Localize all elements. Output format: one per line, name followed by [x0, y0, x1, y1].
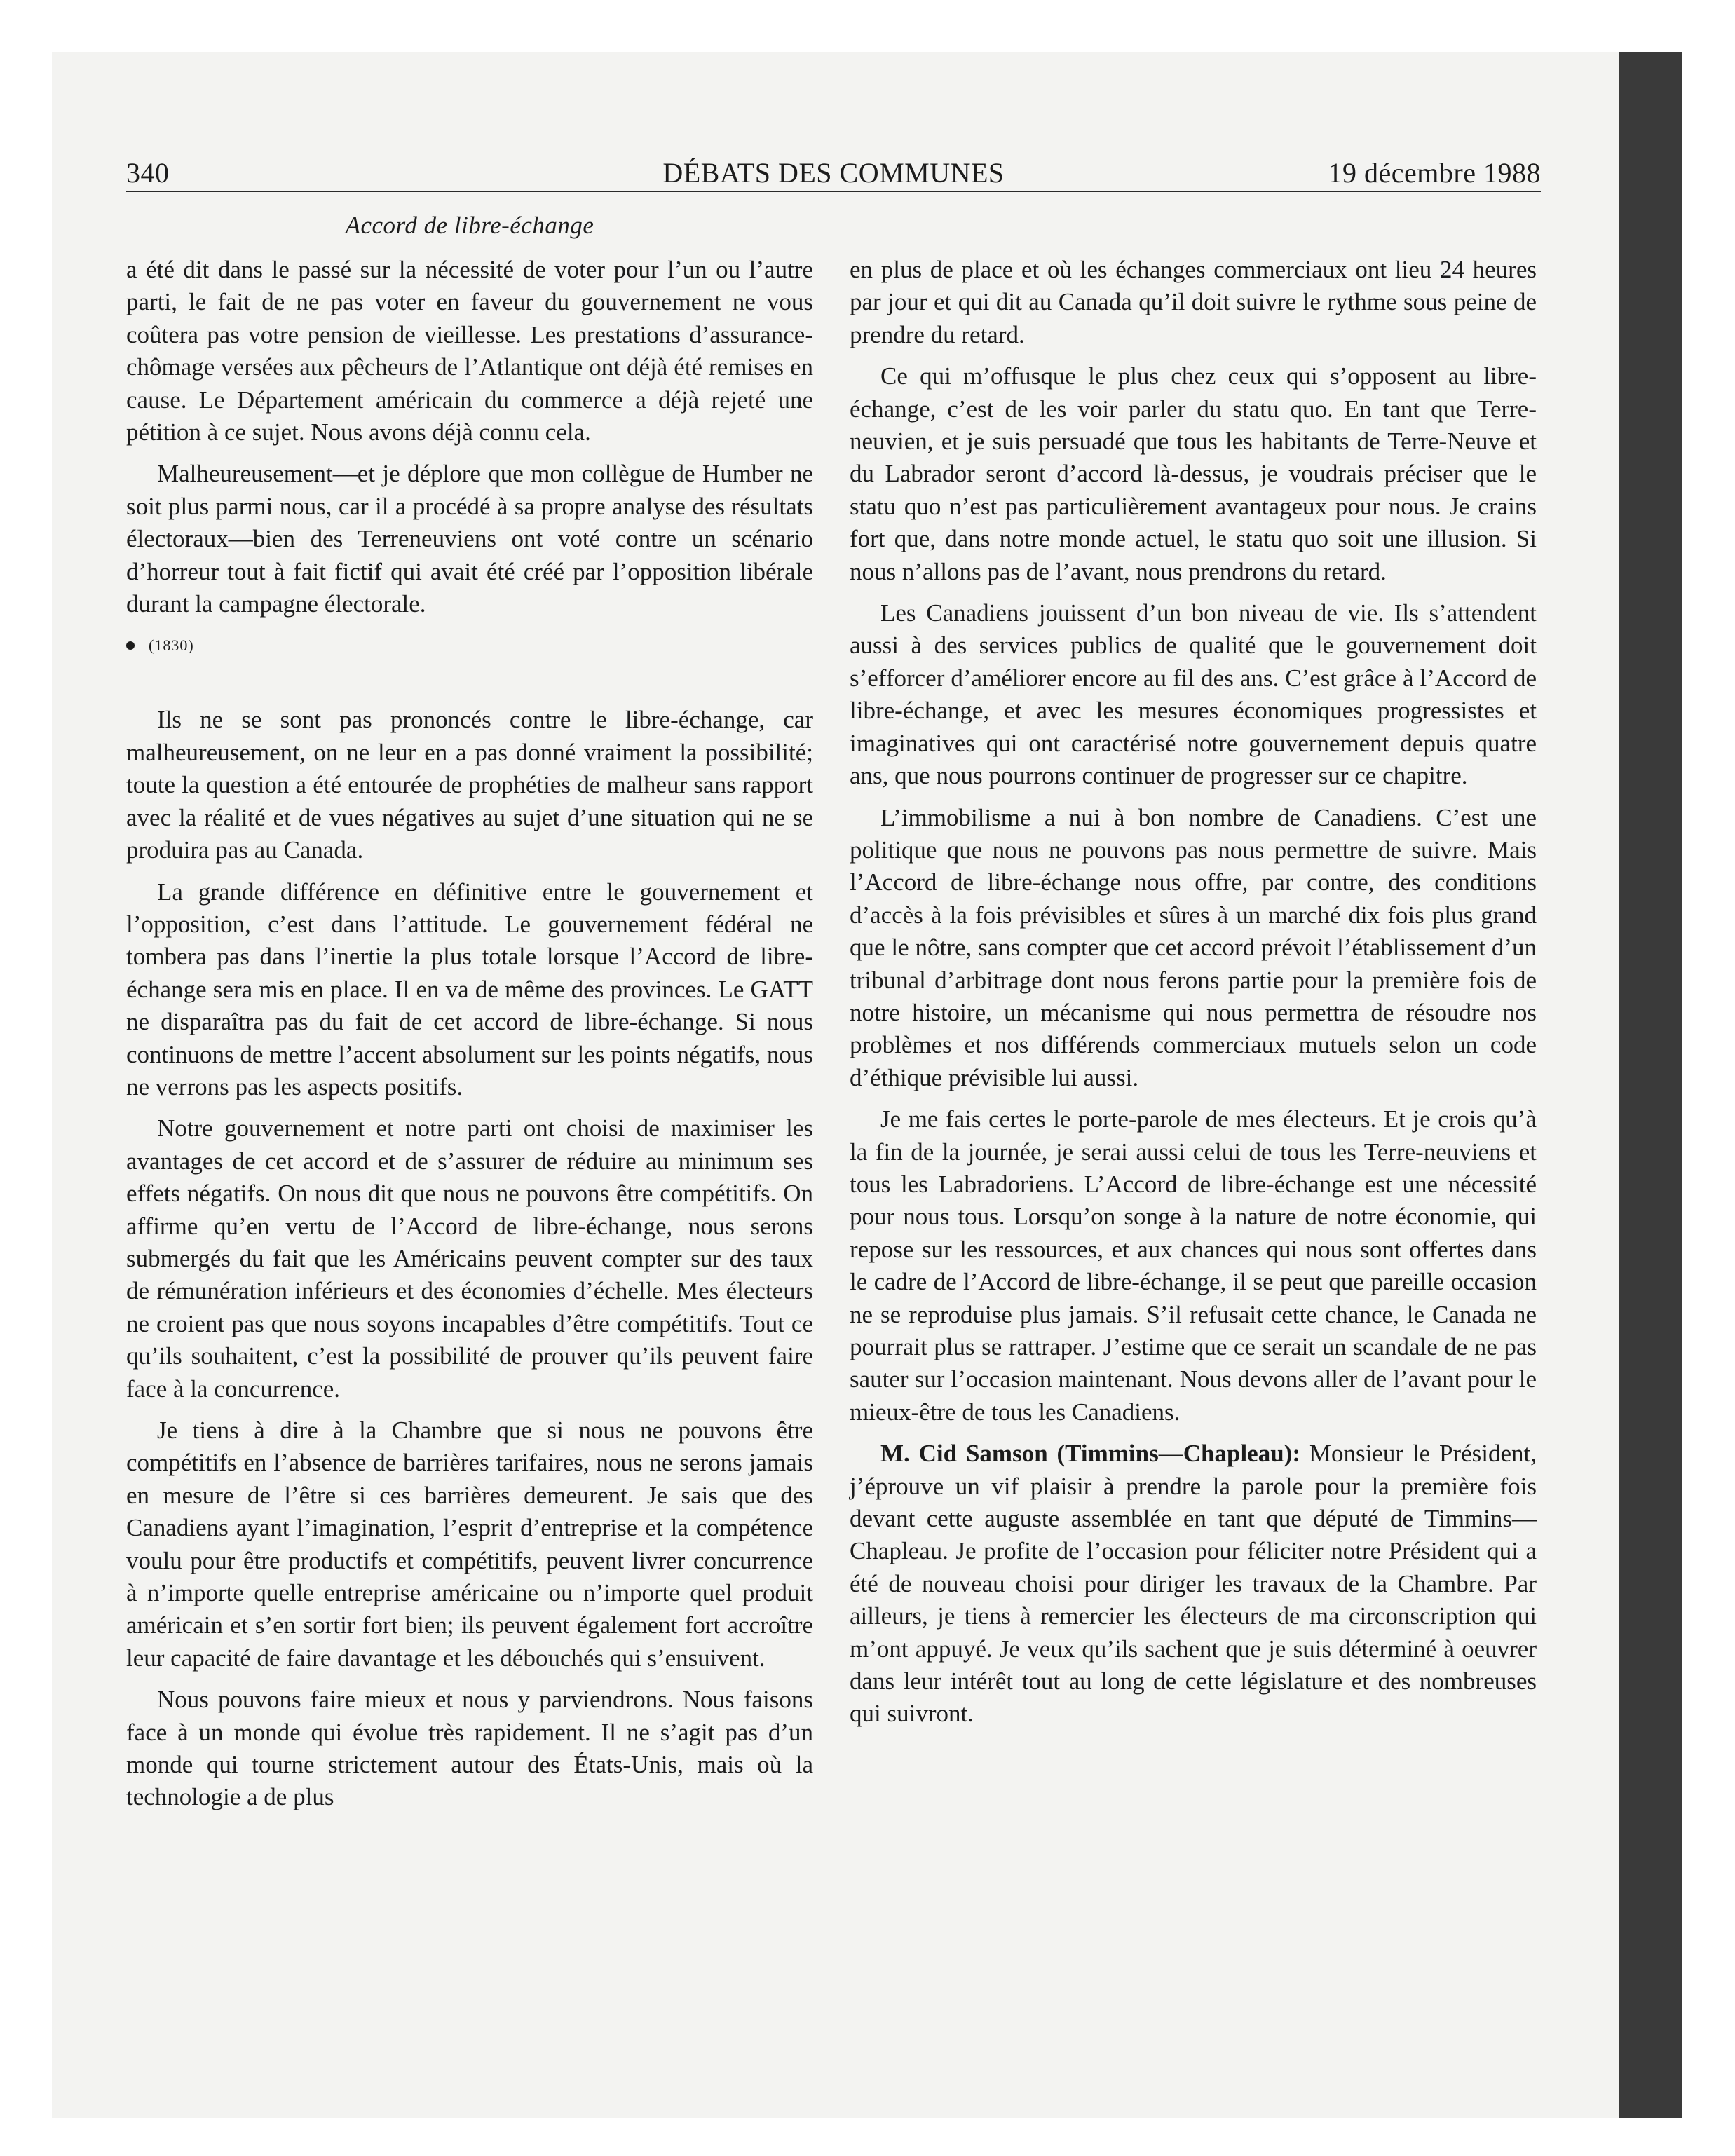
paragraph: en plus de place et où les échanges commerciaux ont lieu 24 heures par jour et qui dit au Canada qu’il doit suivre le rythme sous peine de prendre du retard. [850, 256, 1537, 348]
page-number: 340 [126, 157, 170, 189]
paragraph: a été dit dans le passé sur la nécessité de voter pour l’un ou l’autre parti, le fait de ne pas voter en faveur du gouvernement ne vous coûtera pas votre pension de vieillesse. Les prestations d’assurance-chômage versées aux pêcheurs de l’Atlantique ont déjà été remises en cause. Le Département américain du commerce a déjà rejeté une pétition à ce sujet. Nous avons déjà connu cela. [126, 256, 813, 446]
paragraph: Nous pouvons faire mieux et nous y parviendrons. Nous faisons face à un monde qui évolue très rapidement. Il ne s’agit pas d’un monde qui tourne strictement autour des États-Unis, mais où la technologie a de plus [126, 1686, 813, 1811]
left-column [126, 254, 813, 1823]
speech-text: Monsieur le Président, j’éprouve un vif plaisir à prendre la parole pour la première fois devant cette auguste assemblée en tant que député de Timmins—Chapleau. Je profite de l’occasion pour féliciter notre Président qui a été de nouveau choisi pour diriger les travaux de la Chambre. Par ailleurs, je tiens à remercier les électeurs de ma circonscription qui m’ont appuyé. Je veux qu’ils sachent que je suis déterminé à oeuvrer dans leur intérêt tout au long de cette législature et des nombreuses qui suivront. [850, 1440, 1537, 1728]
section-subheading: Accord de libre-échange [345, 212, 594, 239]
paragraph: Malheureusement—et je déplore que mon collègue de Humber ne soit plus parmi nous, car il a procédé à sa propre analyse des résultats électoraux—bien des Terreneuviens ont voté contre un scénario d’horreur tout à fait fictif qui avait été créé par l’opposition libérale durant la campagne électorale. [126, 460, 813, 618]
bullet-icon [126, 641, 135, 650]
time-marker [126, 629, 813, 662]
paragraph: Notre gouvernement et notre parti ont choisi de maximiser les avantages de cet accord et de s’assurer de réduire au minimum ses effets négatifs. On nous dit que nous ne pouvons être compétitifs. On affirme qu’en vertu de l’Accord de libre-échange, nous serons submergés du fait que les Américains peuvent compter sur des taux de rémunération inférieurs et des économies d’échelle. Mes électeurs ne croient pas que nous soyons incapables d’être compétitifs. Tout ce qu’ils souhaitent, c’est la possibilité de prouver qu’ils peuvent faire face à la concurrence. [126, 1114, 813, 1403]
scan-edge-strip [1619, 52, 1682, 2118]
paragraph: Ils ne se sont pas prononcés contre le libre-échange, car malheureusement, on ne leur en a pas donné vraiment la possibilité; toute la question a été entourée de prophéties de malheur sans rapport avec la réalité et de vues négatives au sujet d’une situation qui ne se produira pas au Canada. [126, 706, 813, 864]
time-marker-label: (1830) [149, 636, 194, 655]
paragraph: L’immobilisme a nui à bon nombre de Canadiens. C’est une politique que nous ne pouvons pas nous permettre de suivre. Mais l’Accord de libre-échange nous offre, par contre, des conditions d’accès à la fois prévisibles et sûres à un marché dix fois plus grand que le nôtre, sans compter que cet accord prévoit l’établissement d’un tribunal d’arbitrage dont nous ferons partie pour la première fois de notre histoire, un mécanisme qui nous permettra de résoudre nos problèmes et nos différends commerciaux mutuels selon un code d’éthique prévisible lui aussi. [850, 803, 1537, 1091]
publication-title: DÉBATS DES COMMUNES [662, 157, 1005, 189]
speaker-name: M. Cid Samson (Timmins—Chapleau): [880, 1440, 1300, 1468]
paragraph: Les Canadiens jouissent d’un bon niveau de vie. Ils s’attendent aussi à des services publics de qualité que le gouvernement doit s’efforcer d’améliorer encore au fil des ans. C’est grâce à l’Accord de libre-échange, et avec les mesures économiques progressistes et imaginatives qui ont caractérisé notre gouvernement depuis quatre ans, que nous pourrons continuer de progresser sur ce chapitre. [850, 599, 1537, 790]
paragraph: Je me fais certes le porte-parole de mes électeurs. Et je crois qu’à la fin de la journée, je serai aussi celui de tous les Terre-neuviens et tous les Labradoriens. L’Accord de libre-échange est une nécessité pour nous tous. Lorsqu’on songe à la nature de notre économie, qui repose sur les ressources, et aux chances qui nous sont offertes dans le cadre de l’Accord de libre-échange, il se peut que pareille occasion ne se reproduise plus jamais. S’il refusait cette chance, le Canada ne pourrait plus se rattraper. J’estime que ce serait un scandale de ne pas sauter sur l’occasion maintenant. Nous devons aller de l’avant pour le mieux-être de tous les Canadiens. [850, 1105, 1537, 1426]
paragraph: La grande différence en définitive entre le gouvernement et l’opposition, c’est dans l’attitude. Le gouvernement fédéral ne tombera pas dans l’inertie la plus totale lorsque l’Accord de libre-échange sera mis en place. Il en va de même des provinces. Le GATT ne disparaîtra pas du fait de cet accord de libre-échange. Si nous continuons de mettre l’accent absolument sur les points négatifs, nous ne verrons pas les aspects positifs. [126, 878, 813, 1100]
right-column [850, 254, 1537, 1740]
paragraph: Ce qui m’offusque le plus chez ceux qui s’opposent au libre-échange, c’est de les voir parler du statu quo. En tant que Terre-neuvien, et je suis persuadé que tous les habitants de Terre-Neuve et du Labrador seront d’accord là-dessus, je voudrais préciser que le statu quo n’est pas particulièrement avantageux pour nous. Je crains fort que, dans notre monde actuel, le statu quo soit une illusion. Si nous n’allons pas de l’avant, nous prendrons du retard. [850, 362, 1537, 585]
paragraph: Je tiens à dire à la Chambre que si nous ne pouvons être compétitifs en l’absence de barrières tarifaires, nous ne serons jamais en mesure de l’être si ces barrières demeurent. Je sais que des Canadiens ayant l’imagination, l’esprit d’entreprise et la compétence voulu pour être productifs et compétitifs, peuvent livrer concurrence à n’importe quelle entreprise américaine ou n’importe quel produit américain et s’en sortir fort bien; ils peuvent également fort accroître leur capacité de faire davantage et les débouchés qui s’ensuivent. [126, 1417, 813, 1672]
session-date: 19 décembre 1988 [1328, 157, 1541, 189]
running-header [126, 156, 1541, 192]
speech-paragraph [850, 1438, 1537, 1731]
